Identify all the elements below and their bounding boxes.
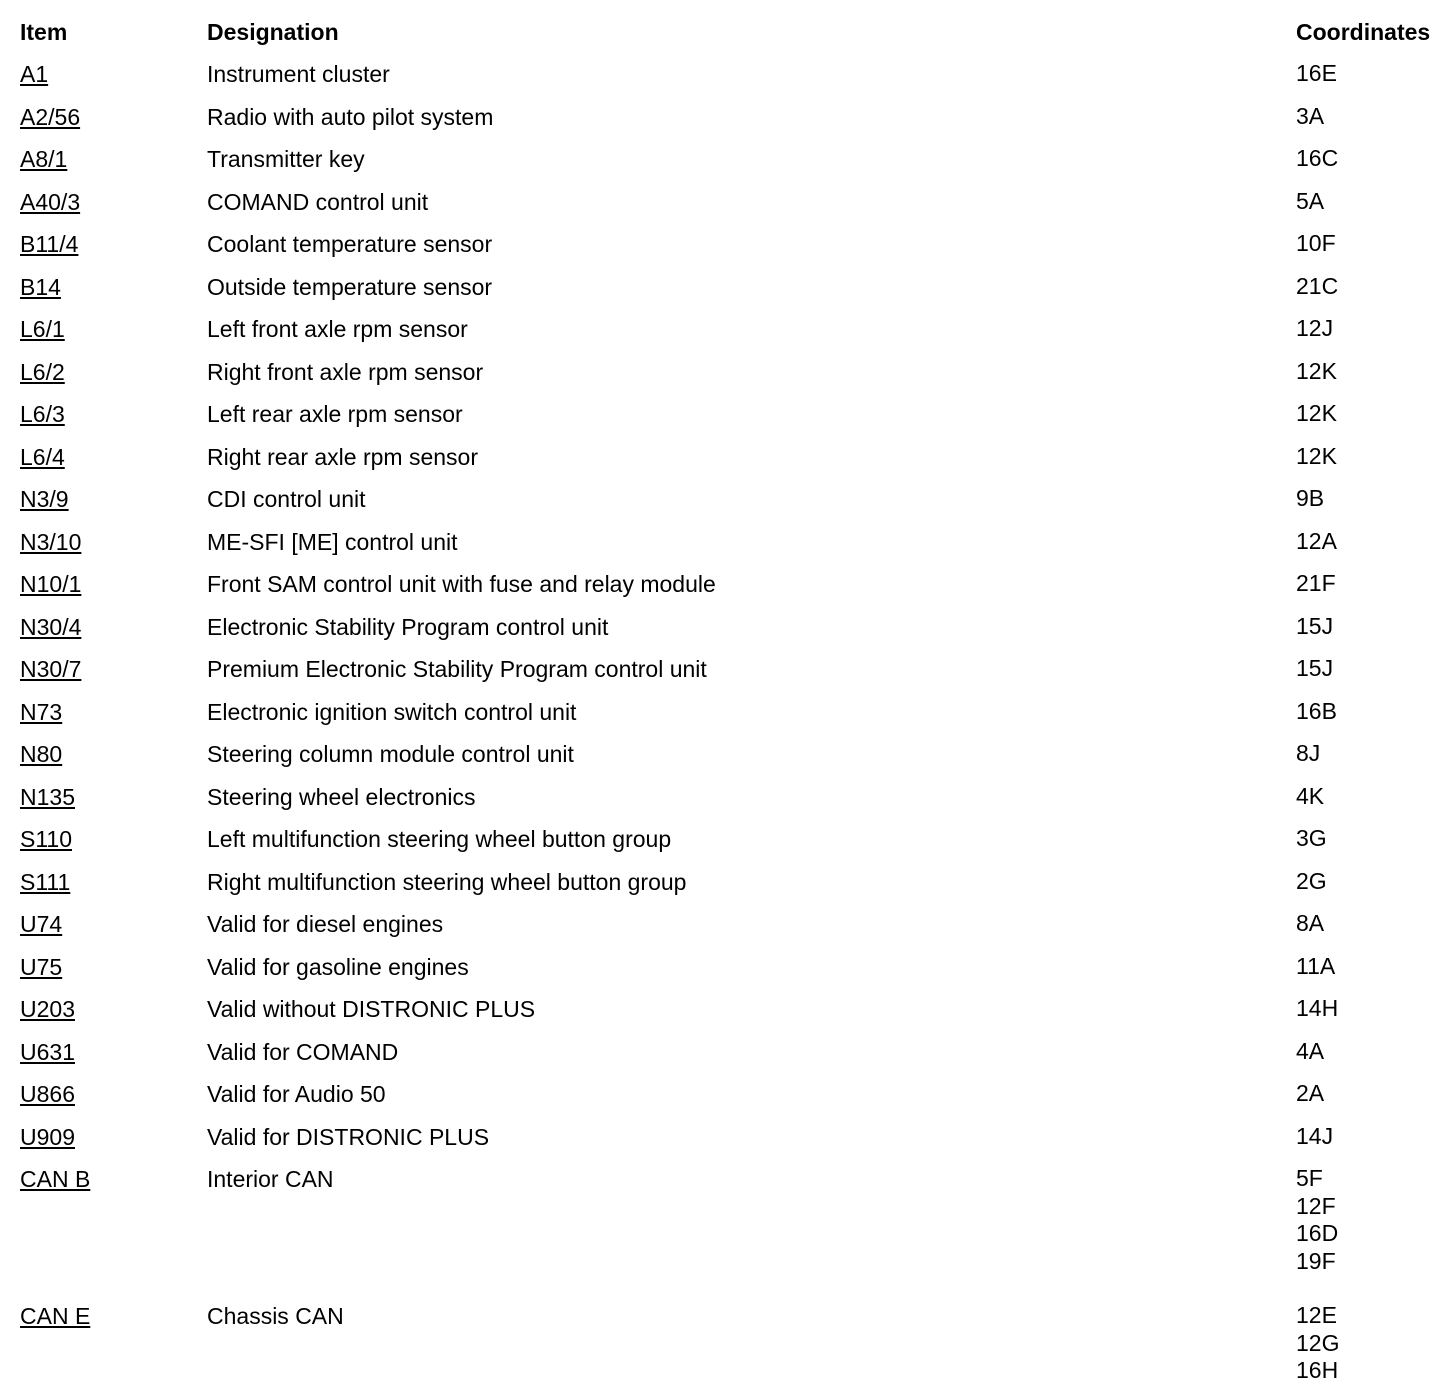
coordinates-cell xyxy=(1296,90,1450,133)
table-row xyxy=(20,600,1450,643)
designation-cell: Valid for diesel engines xyxy=(207,911,444,937)
coordinate-value: 10F xyxy=(1296,230,1336,256)
designation-cell: Valid for DISTRONIC PLUS xyxy=(207,1123,490,1150)
designation-cell: Chassis CAN xyxy=(207,1303,344,1329)
coordinates-cell xyxy=(1296,685,1450,728)
designation-cell: Valid for Audio 50 xyxy=(207,1081,386,1107)
item-cell xyxy=(20,982,207,1025)
coordinate-value: 5F xyxy=(1296,1165,1323,1191)
coordinate-value: 14H xyxy=(1296,995,1339,1021)
coordinate-value: 15J xyxy=(1296,612,1334,639)
coordinate-value: 16D xyxy=(1296,1220,1339,1246)
designation-cell: ME-SFI [ME] control unit xyxy=(207,528,458,555)
coordinate-value: 16E xyxy=(1296,60,1337,86)
designation-cell: Right rear axle rpm sensor xyxy=(207,443,478,470)
item-link[interactable]: S111 xyxy=(20,868,71,895)
item-cell xyxy=(20,1067,207,1110)
item-link[interactable]: S110 xyxy=(20,826,73,852)
item-cell xyxy=(20,940,207,983)
table-row xyxy=(20,1289,1450,1385)
coordinates-cell xyxy=(1296,387,1450,430)
designation-cell: Interior CAN xyxy=(207,1166,334,1192)
coordinate-value: 2G xyxy=(1296,867,1327,894)
coordinate-value: 8J xyxy=(1296,740,1321,766)
item-cell xyxy=(20,727,207,770)
item-cell xyxy=(20,175,207,218)
coordinate-value: 21F xyxy=(1296,570,1336,596)
item-cell xyxy=(20,260,207,303)
coordinates-cell xyxy=(1296,600,1450,643)
coordinate-value: 8A xyxy=(1296,910,1325,936)
legend-table-body xyxy=(20,47,1450,1385)
coordinates-cell xyxy=(1296,727,1450,770)
table-row xyxy=(20,897,1450,940)
coordinates-cell xyxy=(1296,1152,1450,1289)
coordinate-value: 12J xyxy=(1296,315,1334,341)
legend-table xyxy=(20,17,1450,1385)
coordinates-cell xyxy=(1296,472,1450,515)
designation-cell: Left rear axle rpm sensor xyxy=(207,401,463,427)
item-cell xyxy=(20,472,207,515)
table-row xyxy=(20,1110,1450,1153)
item-cell xyxy=(20,897,207,940)
designation-cell: Front SAM control unit with fuse and relay module xyxy=(207,571,716,597)
coordinates-cell xyxy=(1296,430,1450,473)
table-row xyxy=(20,302,1450,345)
item-link[interactable]: N80 xyxy=(20,741,63,767)
coordinate-value: 16H xyxy=(1296,1357,1339,1383)
coordinates-cell xyxy=(1296,940,1450,983)
table-row xyxy=(20,1067,1450,1110)
item-link[interactable]: B11/4 xyxy=(20,231,79,257)
coordinates-cell xyxy=(1296,217,1450,260)
coordinate-value: 14J xyxy=(1296,1122,1334,1149)
designation-cell: Transmitter key xyxy=(207,146,365,172)
coordinate-value: 4K xyxy=(1296,782,1325,809)
coordinate-value: 3G xyxy=(1296,825,1327,851)
table-row xyxy=(20,47,1450,90)
coordinate-value: 12A xyxy=(1296,527,1337,554)
header-row xyxy=(20,17,1450,47)
item-link[interactable]: CAN B xyxy=(20,1166,91,1192)
item-cell xyxy=(20,600,207,643)
coordinate-value: 5A xyxy=(1296,187,1325,214)
item-cell xyxy=(20,1289,207,1385)
coordinates-cell xyxy=(1296,557,1450,600)
table-row xyxy=(20,812,1450,855)
item-cell xyxy=(20,345,207,388)
item-cell xyxy=(20,430,207,473)
designation-cell: Left multifunction steering wheel button group xyxy=(207,826,672,852)
coordinates-cell xyxy=(1296,47,1450,90)
coordinate-value: 16C xyxy=(1296,145,1339,171)
designation-cell: Steering wheel electronics xyxy=(207,783,476,810)
coordinate-value: 12K xyxy=(1296,400,1337,426)
item-cell xyxy=(20,642,207,685)
item-link[interactable]: N3/10 xyxy=(20,528,82,555)
item-link[interactable]: U909 xyxy=(20,1123,75,1150)
coordinates-cell xyxy=(1296,897,1450,940)
coordinate-value: 15J xyxy=(1296,655,1334,681)
table-row xyxy=(20,855,1450,898)
table-row xyxy=(20,770,1450,813)
designation-cell: Right front axle rpm sensor xyxy=(207,358,484,385)
coordinate-value: 21C xyxy=(1296,272,1339,299)
item-link[interactable]: N10/1 xyxy=(20,571,82,597)
designation-cell: CDI control unit xyxy=(207,486,366,512)
table-row xyxy=(20,982,1450,1025)
item-cell xyxy=(20,685,207,728)
item-cell xyxy=(20,217,207,260)
coordinates-cell xyxy=(1296,1110,1450,1153)
coordinate-value: 19F xyxy=(1296,1247,1336,1274)
coordinate-value: 12F xyxy=(1296,1192,1336,1219)
designation-cell: Electronic Stability Program control unit xyxy=(207,613,609,640)
coordinate-value: 9B xyxy=(1296,485,1325,511)
item-cell xyxy=(20,47,207,90)
coordinates-cell xyxy=(1296,855,1450,898)
item-cell xyxy=(20,515,207,558)
designation-cell: Coolant temperature sensor xyxy=(207,231,493,257)
item-link[interactable]: U631 xyxy=(20,1038,75,1065)
coordinate-value: 3A xyxy=(1296,102,1325,129)
designation-cell: Valid for COMAND xyxy=(207,1038,399,1065)
designation-cell: Outside temperature sensor xyxy=(207,273,493,300)
coordinate-value: 11A xyxy=(1296,952,1336,979)
designation-cell: Radio with auto pilot system xyxy=(207,103,494,130)
item-link[interactable]: N73 xyxy=(20,698,63,725)
table-row xyxy=(20,727,1450,770)
item-link[interactable]: L6/2 xyxy=(20,358,65,385)
coordinates-cell xyxy=(1296,1289,1450,1385)
item-cell xyxy=(20,557,207,600)
table-row xyxy=(20,685,1450,728)
item-link[interactable]: A2/56 xyxy=(20,103,81,130)
table-row xyxy=(20,132,1450,175)
table-row xyxy=(20,175,1450,218)
table-row xyxy=(20,90,1450,133)
header-item: Item xyxy=(20,19,68,45)
designation-cell: COMAND control unit xyxy=(207,188,429,215)
coordinate-value: 2A xyxy=(1296,1080,1325,1106)
header-designation: Designation xyxy=(207,19,339,45)
designation-cell: Premium Electronic Stability Program control unit xyxy=(207,656,707,682)
table-row xyxy=(20,387,1450,430)
coordinate-value: 12K xyxy=(1296,442,1337,469)
coordinates-cell xyxy=(1296,812,1450,855)
item-link[interactable]: L6/3 xyxy=(20,401,65,427)
item-link[interactable]: U866 xyxy=(20,1081,75,1107)
item-link[interactable]: L6/1 xyxy=(20,316,65,342)
item-link[interactable]: A40/3 xyxy=(20,188,81,215)
item-link[interactable]: A1 xyxy=(20,61,49,87)
item-link[interactable]: U203 xyxy=(20,996,75,1022)
coordinates-cell xyxy=(1296,132,1450,175)
coordinate-value: 12G xyxy=(1296,1329,1340,1356)
coordinates-cell xyxy=(1296,302,1450,345)
coordinates-cell xyxy=(1296,1025,1450,1068)
item-cell xyxy=(20,302,207,345)
designation-cell: Electronic ignition switch control unit xyxy=(207,698,577,725)
legend-table-header xyxy=(20,17,1450,47)
designation-cell: Steering column module control unit xyxy=(207,741,574,767)
item-link[interactable]: N30/7 xyxy=(20,656,82,682)
item-cell xyxy=(20,855,207,898)
item-link[interactable]: CAN E xyxy=(20,1303,91,1329)
item-link[interactable]: B14 xyxy=(20,273,61,300)
coordinate-value: 16B xyxy=(1296,697,1337,724)
header-coordinates: Coordinates xyxy=(1296,19,1431,45)
table-row xyxy=(20,472,1450,515)
designation-cell: Right multifunction steering wheel button group xyxy=(207,868,687,895)
coordinates-cell xyxy=(1296,345,1450,388)
coordinate-value: 12K xyxy=(1296,357,1337,384)
table-row xyxy=(20,515,1450,558)
item-cell xyxy=(20,770,207,813)
item-cell xyxy=(20,1152,207,1289)
item-cell xyxy=(20,90,207,133)
coordinate-value: 12E xyxy=(1296,1302,1337,1328)
table-row xyxy=(20,430,1450,473)
coordinates-cell xyxy=(1296,770,1450,813)
coordinate-value: 4A xyxy=(1296,1037,1325,1064)
item-cell xyxy=(20,812,207,855)
item-cell xyxy=(20,387,207,430)
table-row xyxy=(20,642,1450,685)
item-link[interactable]: L6/4 xyxy=(20,443,65,470)
table-row xyxy=(20,1025,1450,1068)
item-link[interactable]: N135 xyxy=(20,783,75,810)
coordinates-cell xyxy=(1296,982,1450,1025)
coordinates-cell xyxy=(1296,260,1450,303)
table-row xyxy=(20,217,1450,260)
coordinates-cell xyxy=(1296,1067,1450,1110)
table-row xyxy=(20,940,1450,983)
designation-cell: Instrument cluster xyxy=(207,61,390,87)
coordinates-cell xyxy=(1296,515,1450,558)
designation-cell: Valid without DISTRONIC PLUS xyxy=(207,996,536,1022)
item-link[interactable]: U75 xyxy=(20,953,63,980)
table-row xyxy=(20,345,1450,388)
item-link[interactable]: A8/1 xyxy=(20,146,68,172)
item-cell xyxy=(20,1025,207,1068)
item-cell xyxy=(20,132,207,175)
item-link[interactable]: U74 xyxy=(20,911,63,937)
item-link[interactable]: N30/4 xyxy=(20,613,82,640)
table-row xyxy=(20,1152,1450,1289)
item-cell xyxy=(20,1110,207,1153)
designation-cell: Valid for gasoline engines xyxy=(207,953,469,980)
coordinates-cell xyxy=(1296,642,1450,685)
coordinates-cell xyxy=(1296,175,1450,218)
designation-cell: Left front axle rpm sensor xyxy=(207,316,468,342)
table-row xyxy=(20,557,1450,600)
table-row xyxy=(20,260,1450,303)
item-link[interactable]: N3/9 xyxy=(20,486,69,512)
